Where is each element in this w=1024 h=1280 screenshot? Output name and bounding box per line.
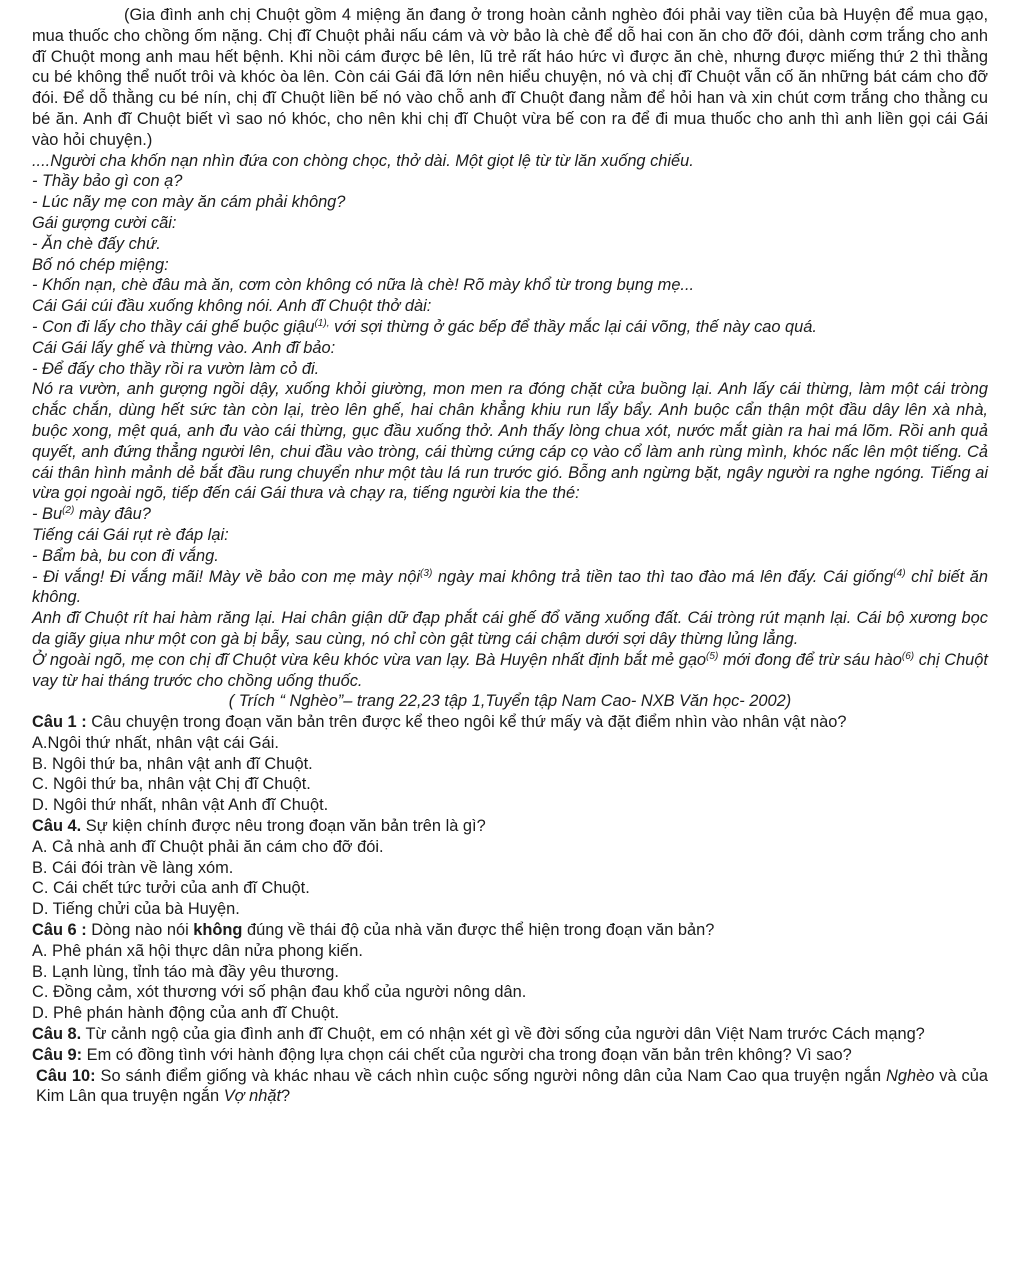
footnote-mark: (5) (706, 650, 719, 662)
story-text: - Đi vắng! Đi vắng mãi! Mày về bảo con mẹ mày nội (32, 567, 421, 586)
emphasis-text: không (193, 921, 243, 940)
story-text: Ở ngoài ngõ, mẹ con chị đĩ Chuột vừa kêu khóc vừa van lạy. Bà Huyện nhất định bắt mẻ gạo (32, 650, 707, 669)
story-line: - Ăn chè đấy chứ. (32, 234, 161, 253)
story-line: Gái gượng cười cãi: (32, 213, 177, 232)
citation: ( Trích “ Nghèo”– trang 22,23 tập 1,Tuyển tập Nam Cao- NXB Văn học- 2002) (228, 692, 792, 711)
footnote-mark: (3) (420, 567, 433, 579)
question-text: Sự kiện chính được nêu trong đoạn văn bản trên là gì? (81, 817, 486, 836)
question-label: Câu 1 : (32, 713, 87, 732)
story-text: mày đâu? (74, 505, 151, 524)
question-1 (32, 712, 988, 733)
question-label: Câu 9: (32, 1045, 83, 1064)
answer-option: A. Cả nhà anh đĩ Chuột phải ăn cám cho đỡ đói. (32, 837, 384, 856)
story-text: - Bu (32, 505, 63, 524)
story-line: Bố nó chép miệng: (32, 255, 169, 274)
answer-option: C. Đồng cảm, xót thương với số phận đau khổ của người nông dân. (32, 983, 527, 1002)
story-text: chị Chuột vay từ hai tháng trước cho chồng uống thuốc. (32, 650, 988, 690)
question-text: So sánh điểm giống và khác nhau về cách nhìn cuộc sống người nông dân của Nam Cao qua truyện ngắn (95, 1066, 887, 1085)
story-paragraph: Anh đĩ Chuột rít hai hàm răng lại. Hai chân giận dữ đạp phắt cái ghế đổ văng xuống đất. Cái tròng rút mạnh lại. Cái bộ xương bọc da giãy giụa như một con gà bị bẫy, sau cùng, nó chỉ còn gật từng cái chậm dưới sợi dây thừng lủng lẳng. (32, 609, 988, 648)
story-line: ....Người cha khốn nạn nhìn đứa con chòng chọc, thở dài. Một giọt lệ từ từ lăn xuống chiếu. (32, 151, 694, 170)
story-paragraph: Nó ra vườn, anh gượng ngồi dậy, xuống khỏi giường, mon men ra đóng chặt cửa buồng lại. Anh lấy cái thừng, làm một cái tròng chắc chắn, dùng hết sức tàn còn lại, trèo lên ghế, hai chân khẳng khiu run lẩy bẩy. Anh buộc cẩn thận một đầu dây lên xà nhà, buộc xong, mệt quá, anh đu vào cái thừng, gục đầu xuống thở. Anh thấy lòng chua xót, nước mắt giàn ra hai má lõm. Rồi anh quả quyết, anh đứng thẳng người lên, chui đầu vào tròng, cái thừng cứng cáp cọ vào cổ làm anh rùng mình, khóc nấc lên một tiếng. Cả cái thân hình mảnh dẻ bắt đầu rung chuyển như một tàu lá run trước gió. Bỗng anh ngừng bặt, ngây người ra nghe ngóng. Tiếng ai vừa gọi ngoài ngõ, tiếp đến cái Gái thưa và chạy ra, tiếng người kia the thé: (32, 380, 988, 503)
footnote-mark: (6) (901, 650, 915, 662)
answer-option: A. Phê phán xã hội thực dân nửa phong kiến. (32, 941, 363, 960)
story-line (32, 504, 988, 525)
answer-option: B. Ngôi thứ ba, nhân vật anh đĩ Chuột. (32, 754, 313, 773)
answer-option: B. Lạnh lùng, tỉnh táo mà đầy yêu thương. (32, 962, 339, 981)
story-text: ngày mai không trả tiền tao thì tao đào má lên đấy. Cái giống (432, 567, 894, 586)
question-label: Câu 10: (36, 1066, 96, 1085)
work-title: Vợ nhặt (223, 1087, 282, 1106)
answer-option: D. Phê phán hành động của anh đĩ Chuột. (32, 1004, 340, 1023)
question-label: Câu 8. (32, 1025, 82, 1044)
intro-paragraph: (Gia đình anh chị Chuột gồm 4 miệng ăn đang ở trong hoàn cảnh nghèo đói phải vay tiền của bà Huyện để mua gạo, mua thuốc cho chồng ốm nặng. Chị đĩ Chuột phải nấu cám và vờ bảo là chè để dỗ hai con ăn cho đỡ đói, dành cơm trắng cho anh đĩ Chuột mong anh mau hết bệnh. Khi nồi cám được bê lên, lũ trẻ rất háo hức vì được ăn chè, nhưng được miếng thứ 2 thì thằng cu bé không thể nuốt trôi và khóc òa lên. Còn cái Gái đã lớn nên hiểu chuyện, nó và chị đĩ Chuột vẫn cố ăn những bát cám cho đỡ đói. Để dỗ thằng cu bé nín, chị đĩ Chuột liền bế nó vào chỗ anh đĩ Chuột đang nằm để hỏi han và xin chút cơm trắng cho thằng cu bé ăn. Anh đĩ Chuột biết vì sao nó khóc, cho nên khi chị đĩ Chuột vừa bế con ra để đi mua thuốc cho anh thì anh liền gọi cái Gái vào hỏi chuyện.) (32, 6, 988, 149)
question-4 (32, 816, 988, 837)
question-text: Câu chuyện trong đoạn văn bản trên được kể theo ngôi kể thứ mấy và đặt điểm nhìn vào nhân vật nào? (86, 713, 847, 732)
story-text: với sợi thừng ở gác bếp để thầy mắc lại cái võng, thế này cao quá. (329, 317, 817, 336)
story-line: Cái Gái cúi đầu xuống không nói. Anh đĩ Chuột thở dài: (32, 297, 432, 316)
question-text: đúng về thái độ của nhà văn được thể hiện trong đoạn văn bản? (242, 921, 715, 940)
question-text: Em có đồng tình với hành động lựa chọn cái chết của người cha trong đoạn văn bản trên không? Vì sao? (82, 1045, 852, 1064)
question-text: Dòng nào nói (86, 921, 194, 940)
question-9 (32, 1045, 988, 1066)
question-10 (32, 1066, 988, 1108)
question-label: Câu 6 : (32, 921, 87, 940)
question-6 (32, 920, 988, 941)
story-line: - Lúc nãy mẹ con mày ăn cám phải không? (32, 193, 346, 212)
answer-option: C. Ngôi thứ ba, nhân vật Chị đĩ Chuột. (32, 775, 311, 794)
footnote-mark: (2) (62, 505, 75, 517)
footnote-mark: (1), (314, 317, 330, 329)
question-text: ? (281, 1087, 291, 1106)
story-line (32, 567, 988, 609)
question-8 (32, 1024, 988, 1045)
footnote-mark: (4) (893, 567, 906, 579)
answer-option: D. Ngôi thứ nhất, nhân vật Anh đĩ Chuột. (32, 796, 329, 815)
question-label: Câu 4. (32, 817, 82, 836)
story-text: - Con đi lấy cho thầy cái ghế buộc giậu (32, 317, 315, 336)
story-line: - Bẩm bà, bu con đi vắng. (32, 546, 219, 565)
story-paragraph (32, 650, 988, 692)
story-line: - Để đấy cho thầy rồi ra vườn làm cỏ đi. (32, 359, 320, 378)
story-line: Tiếng cái Gái rụt rè đáp lại: (32, 525, 229, 544)
story-line: - Khốn nạn, chè đâu mà ăn, cơm còn không có nữa là chè! Rõ mày khổ từ trong bụng mẹ... (32, 276, 695, 295)
answer-option: B. Cái đói tràn về làng xóm. (32, 858, 234, 877)
answer-option: A.Ngôi thứ nhất, nhân vật cái Gái. (32, 733, 279, 752)
question-text: và của Kim Lân qua truyện ngắn (36, 1066, 988, 1106)
story-text: chỉ biết ăn không. (32, 567, 988, 607)
work-title: Nghèo (886, 1066, 935, 1085)
story-line: - Thầy bảo gì con ạ? (32, 172, 183, 191)
story-line: Cái Gái lấy ghế và thừng vào. Anh đĩ bảo: (32, 338, 336, 357)
story-line (32, 317, 988, 338)
answer-option: C. Cái chết tức tưởi của anh đĩ Chuột. (32, 879, 310, 898)
answer-option: D. Tiếng chửi của bà Huyện. (32, 900, 240, 919)
question-text: Từ cảnh ngộ của gia đình anh đĩ Chuột, em có nhận xét gì về đời sống của người dân Việt Nam trước Cách mạng? (81, 1025, 925, 1044)
story-text: mới đong để trừ sáu hào (718, 650, 902, 669)
